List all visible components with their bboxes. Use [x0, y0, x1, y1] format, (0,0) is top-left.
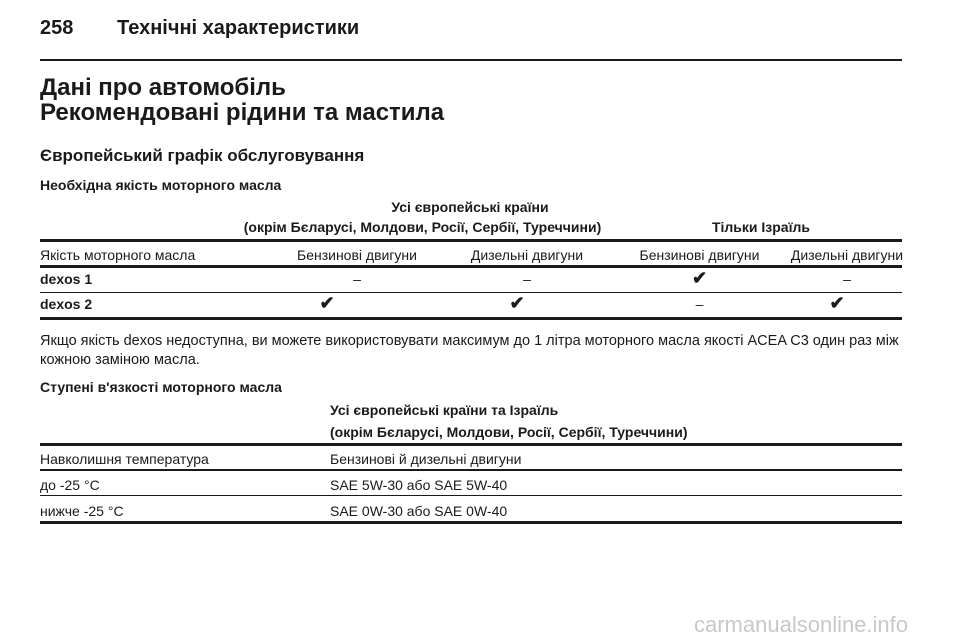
column-header: Дизельні двигуни: [790, 247, 904, 263]
check-icon: ✔: [829, 293, 845, 313]
header-rule: [40, 59, 902, 61]
oil-quality-heading: Необхідна якість моторного масла: [40, 177, 282, 193]
table-row-label: dexos 2: [40, 296, 93, 312]
table-rule-bottom: [40, 521, 902, 524]
column-header: Бензинові двигуни: [639, 247, 760, 263]
table-rule-top: [40, 443, 902, 446]
table-rule-header: [40, 469, 902, 471]
table-rule-bottom: [40, 317, 902, 320]
table-rule-top: [40, 239, 902, 242]
section-subtitle: Рекомендовані рідини та мастила: [40, 99, 445, 126]
table-cell-temp: нижче -25 °C: [40, 503, 124, 519]
table-row-label: dexos 1: [40, 271, 93, 287]
dash-cell: –: [695, 296, 704, 312]
table-cell-temp: до -25 °C: [40, 477, 100, 493]
group-header-israel: Тільки Ізраїль: [711, 219, 811, 235]
group-header-eu-israel: Усі європейські країни та Ізраїль: [330, 402, 559, 418]
group-header-eu: Усі європейські країни: [391, 199, 549, 215]
column-header: Бензинові двигуни: [297, 247, 417, 263]
check-icon: ✔: [691, 268, 708, 288]
group-header-eu-exceptions: (окрім Бєларусі, Молдови, Росії, Сербії, Туреччини): [243, 219, 602, 235]
page-header-title: Технічні характеристики: [117, 17, 360, 39]
dash-cell: –: [843, 271, 851, 287]
viscosity-heading: Ступені в'язкості моторного масла: [40, 379, 282, 395]
table-cell-oil: SAE 5W-30 або SAE 5W-40: [330, 477, 508, 493]
watermark: carmanualsonline.info: [694, 612, 909, 637]
dexos-note: Якщо якість dexos недоступна, ви можете використовувати максимум до 1 літра моторного масла якості ACEA C3 один раз між кожною заміною масла.: [40, 333, 899, 368]
service-schedule-title: Європейський графік обслуговування: [40, 146, 365, 165]
dash-cell: –: [353, 271, 361, 287]
page-number: 258: [40, 17, 74, 39]
column-header: Дизельні двигуни: [470, 247, 584, 263]
table-cell-oil: SAE 0W-30 або SAE 0W-40: [330, 503, 508, 519]
table-rule-row: [40, 495, 902, 496]
check-icon: ✔: [319, 293, 335, 313]
group-header-exceptions: (окрім Бєларусі, Молдови, Росії, Сербії, Туреччини): [330, 424, 688, 440]
column-header: Якість моторного масла: [40, 247, 196, 263]
check-icon: ✔: [509, 293, 525, 313]
dash-cell: –: [523, 271, 531, 287]
column-header: Навколишня температура: [40, 451, 209, 467]
column-header: Бензинові й дизельні двигуни: [330, 451, 522, 467]
section-title: Дані про автомобіль: [40, 74, 286, 101]
